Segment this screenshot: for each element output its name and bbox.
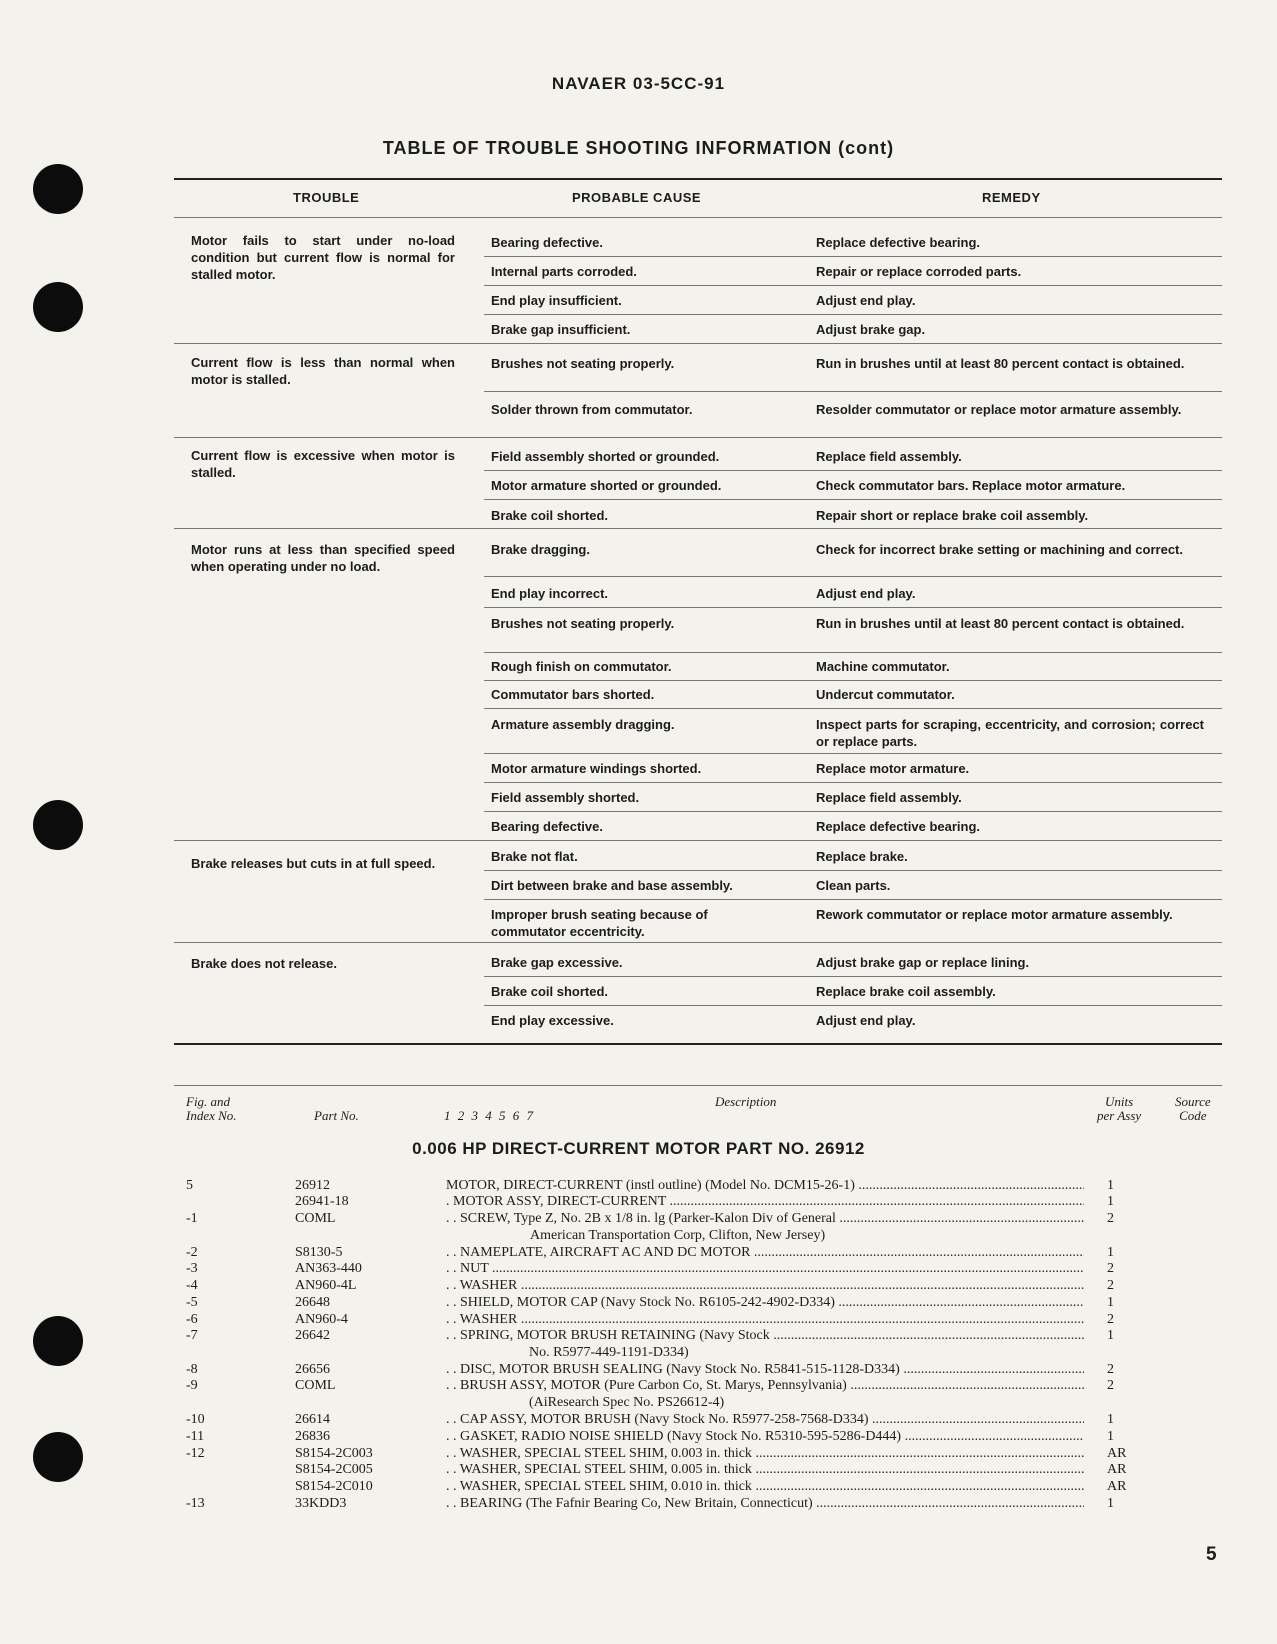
fig-index: -9 xyxy=(186,1378,198,1393)
fig-index: -10 xyxy=(186,1412,205,1427)
remedy-cell: Inspect parts for scraping, eccentricity, and corrosion; correct or replace parts. xyxy=(816,717,1204,749)
fig-index: -2 xyxy=(186,1245,198,1260)
part-number: COML xyxy=(295,1378,336,1393)
cause-cell: Motor armature shorted or grounded. xyxy=(491,478,722,493)
group-divider xyxy=(174,840,1222,841)
remedy-cell: Adjust end play. xyxy=(816,586,916,601)
table-row xyxy=(0,1277,1277,1294)
table-row-continuation xyxy=(0,1394,1277,1411)
parts-top-rule xyxy=(174,1085,1222,1086)
description: . . SPRING, MOTOR BRUSH RETAINING (Navy Stock ..... xyxy=(446,1327,1084,1344)
units-per-assy: AR xyxy=(1107,1479,1127,1494)
units-per-assy: 1 xyxy=(1107,1429,1114,1444)
row-divider xyxy=(484,753,1222,754)
parts-list-title: 0.006 HP DIRECT-CURRENT MOTOR PART NO. 26912 xyxy=(412,1139,865,1158)
cause-cell: Brake dragging. xyxy=(491,542,590,557)
remedy-header: REMEDY xyxy=(982,190,1041,205)
table-row xyxy=(0,1311,1277,1328)
header-line: Index No. xyxy=(186,1108,237,1123)
row-divider xyxy=(484,499,1222,500)
cause-cell: Bearing defective. xyxy=(491,819,603,834)
table-row xyxy=(0,1428,1277,1445)
header-line: Code xyxy=(1179,1108,1207,1123)
remedy-cell: Clean parts. xyxy=(816,878,891,893)
table-row xyxy=(0,1210,1277,1227)
table-row xyxy=(0,1177,1277,1194)
fig-index-header xyxy=(186,1095,237,1123)
remedy-cell: Repair short or replace brake coil assembly. xyxy=(816,508,1089,523)
description: American Transportation Corp, Clifton, New Jersey) xyxy=(530,1228,826,1243)
source-code-header xyxy=(1175,1095,1211,1123)
table-row xyxy=(0,1377,1277,1394)
binder-hole xyxy=(33,800,83,850)
part-number: S8154-2C003 xyxy=(295,1446,373,1461)
cause-cell: Armature assembly dragging. xyxy=(491,717,675,732)
fig-index: 5 xyxy=(186,1178,193,1193)
table-row xyxy=(0,1445,1277,1462)
description: . . WASHER ..... xyxy=(446,1277,1084,1294)
cause-cell: Brake coil shorted. xyxy=(491,984,609,999)
remedy-cell: Adjust brake gap or replace lining. xyxy=(816,955,1030,970)
group-divider xyxy=(174,528,1222,529)
cause-cell: Brushes not seating properly. xyxy=(491,356,675,371)
description: . . DISC, MOTOR BRUSH SEALING (Navy Stock No. R5841-515-1128-D334) ..... xyxy=(446,1361,1084,1378)
table-row-continuation xyxy=(0,1344,1277,1361)
table-row xyxy=(0,1461,1277,1478)
binder-hole xyxy=(33,164,83,214)
trouble-item: Brake releases but cuts in at full speed. xyxy=(191,856,436,871)
page-number: 5 xyxy=(1206,1544,1217,1565)
cause-cell: Brushes not seating properly. xyxy=(491,616,675,631)
header-line: Units xyxy=(1105,1094,1134,1109)
fig-index: -12 xyxy=(186,1446,205,1461)
header-divider xyxy=(174,217,1222,218)
fig-index: -8 xyxy=(186,1362,198,1377)
row-divider xyxy=(484,285,1222,286)
description: . . GASKET, RADIO NOISE SHIELD (Navy Stock No. R5310-595-5286-D444) ..... xyxy=(446,1428,1084,1445)
units-per-assy: AR xyxy=(1107,1446,1127,1461)
row-divider xyxy=(484,708,1222,709)
row-divider xyxy=(484,256,1222,257)
description: . . SHIELD, MOTOR CAP (Navy Stock No. R6105-242-4902-D334) ..... xyxy=(446,1294,1084,1311)
table-row xyxy=(0,1193,1277,1210)
row-divider xyxy=(484,576,1222,577)
part-number: S8130-5 xyxy=(295,1245,343,1260)
remedy-cell: Adjust end play. xyxy=(816,293,916,308)
trouble-item: Motor fails to start under no-load condition but current flow is normal for stalled motor. xyxy=(191,233,455,282)
remedy-cell: Machine commutator. xyxy=(816,659,950,674)
remedy-cell: Adjust brake gap. xyxy=(816,322,926,337)
remedy-cell: Replace brake. xyxy=(816,849,908,864)
trouble-item: Brake does not release. xyxy=(191,956,337,971)
part-number: AN960-4 xyxy=(295,1312,348,1327)
fig-index: -4 xyxy=(186,1278,198,1293)
group-divider xyxy=(174,437,1222,438)
cause-cell: Bearing defective. xyxy=(491,235,603,250)
remedy-cell: Run in brushes until at least 80 percent contact is obtained. xyxy=(816,356,1185,371)
units-per-assy: 1 xyxy=(1107,1328,1114,1343)
table-row xyxy=(0,1478,1277,1495)
table-row-continuation xyxy=(0,1227,1277,1244)
fig-index: -7 xyxy=(186,1328,198,1343)
header-line: Fig. and xyxy=(186,1094,231,1109)
units-per-assy: 2 xyxy=(1107,1362,1114,1377)
units-per-assy: 2 xyxy=(1107,1211,1114,1226)
row-divider xyxy=(484,652,1222,653)
cause-cell: Improper brush seating because of commutator eccentricity. xyxy=(491,907,708,939)
cause-cell: Brake coil shorted. xyxy=(491,508,609,523)
row-divider xyxy=(484,782,1222,783)
part-number: S8154-2C005 xyxy=(295,1462,373,1477)
units-per-assy: 2 xyxy=(1107,1278,1114,1293)
description: . MOTOR ASSY, DIRECT-CURRENT ..... xyxy=(446,1193,1084,1210)
part-number: S8154-2C010 xyxy=(295,1479,373,1494)
cause-cell: End play insufficient. xyxy=(491,293,622,308)
units-per-assy: AR xyxy=(1107,1462,1127,1477)
trouble-item: Motor runs at less than specified speed when operating under no load. xyxy=(191,542,455,574)
table-row xyxy=(0,1495,1277,1512)
description: . . WASHER ..... xyxy=(446,1311,1084,1328)
part-number: 33KDD3 xyxy=(295,1496,347,1511)
remedy-cell: Replace defective bearing. xyxy=(816,819,981,834)
table-row xyxy=(0,1294,1277,1311)
row-divider xyxy=(484,607,1222,608)
trouble-header: TROUBLE xyxy=(293,190,360,205)
description: MOTOR, DIRECT-CURRENT (instl outline) (Model No. DCM15-26-1) ..... xyxy=(446,1177,1084,1194)
cause-cell: End play incorrect. xyxy=(491,586,609,601)
cause-cell: Brake gap excessive. xyxy=(491,955,623,970)
row-divider xyxy=(484,870,1222,871)
description: . . BEARING (The Fafnir Bearing Co, New Britain, Connecticut) ..... xyxy=(446,1495,1084,1512)
part-number: AN363-440 xyxy=(295,1261,362,1276)
remedy-cell: Replace defective bearing. xyxy=(816,235,981,250)
description-header: Description xyxy=(715,1094,777,1109)
units-per-assy: 2 xyxy=(1107,1312,1114,1327)
header-line: Source xyxy=(1175,1094,1211,1109)
part-number: 26941-18 xyxy=(295,1194,349,1209)
description: . . SCREW, Type Z, No. 2B x 1/8 in. lg (Parker-Kalon Div of General ..... xyxy=(446,1210,1084,1227)
group-divider xyxy=(174,942,1222,943)
part-number: 26614 xyxy=(295,1412,330,1427)
units-per-assy: 1 xyxy=(1107,1194,1114,1209)
row-divider xyxy=(484,899,1222,900)
row-divider xyxy=(484,976,1222,977)
cause-cell: Brake gap insufficient. xyxy=(491,322,631,337)
cause-cell: Solder thrown from commutator. xyxy=(491,402,693,417)
units-per-assy: 1 xyxy=(1107,1245,1114,1260)
indent-levels-header: 1 2 3 4 5 6 7 xyxy=(444,1108,535,1123)
remedy-cell: Rework commutator or replace motor armature assembly. xyxy=(816,907,1173,922)
header-line: per Assy xyxy=(1097,1108,1142,1123)
table-row xyxy=(0,1244,1277,1261)
remedy-cell: Replace brake coil assembly. xyxy=(816,984,996,999)
remedy-cell: Resolder commutator or replace motor armature assembly. xyxy=(816,402,1182,417)
trouble-item: Current flow is less than normal when motor is stalled. xyxy=(191,355,455,387)
trouble-item: Current flow is excessive when motor is stalled. xyxy=(191,448,455,480)
fig-index: -13 xyxy=(186,1496,205,1511)
cause-cell: Rough finish on commutator. xyxy=(491,659,672,674)
top-rule xyxy=(174,178,1222,180)
cause-cell: Internal parts corroded. xyxy=(491,264,637,279)
units-per-assy: 1 xyxy=(1107,1412,1114,1427)
remedy-cell: Undercut commutator. xyxy=(816,687,955,702)
trouble-table-title: TABLE OF TROUBLE SHOOTING INFORMATION (cont) xyxy=(382,138,895,158)
group-divider xyxy=(174,343,1222,344)
fig-index: -1 xyxy=(186,1211,198,1226)
row-divider xyxy=(484,811,1222,812)
table-row xyxy=(0,1361,1277,1378)
description: . . CAP ASSY, MOTOR BRUSH (Navy Stock No. R5977-258-7568-D334) ..... xyxy=(446,1411,1084,1428)
fig-index: -6 xyxy=(186,1312,198,1327)
part-number: 26912 xyxy=(295,1178,330,1193)
part-number: AN960-4L xyxy=(295,1278,357,1293)
description: (AiResearch Spec No. PS26612-4) xyxy=(529,1395,725,1410)
cause-header: PROBABLE CAUSE xyxy=(572,190,702,205)
description: No. R5977-449-1191-D334) xyxy=(529,1345,689,1360)
remedy-cell: Check for incorrect brake setting or machining and correct. xyxy=(816,542,1183,557)
units-per-assy: 2 xyxy=(1107,1261,1114,1276)
binder-hole xyxy=(33,282,83,332)
fig-index: -11 xyxy=(186,1429,205,1444)
part-no-header: Part No. xyxy=(314,1108,359,1123)
units-per-assy: 1 xyxy=(1107,1295,1114,1310)
row-divider xyxy=(484,1005,1222,1006)
units-per-assy: 1 xyxy=(1107,1178,1114,1193)
fig-index: -5 xyxy=(186,1295,198,1310)
cause-cell: Field assembly shorted. xyxy=(491,790,640,805)
remedy-cell: Repair or replace corroded parts. xyxy=(816,264,1022,279)
units-per-assy: 2 xyxy=(1107,1378,1114,1393)
remedy-cell: Adjust end play. xyxy=(816,1013,916,1028)
table-row xyxy=(0,1411,1277,1428)
description: . . WASHER, SPECIAL STEEL SHIM, 0.005 in. thick ..... xyxy=(446,1461,1084,1478)
document-id: NAVAER 03-5CC-91 xyxy=(551,74,726,93)
units-per-assy: 1 xyxy=(1107,1496,1114,1511)
table-row xyxy=(0,1260,1277,1277)
part-number: 26836 xyxy=(295,1429,330,1444)
cause-cell: Dirt between brake and base assembly. xyxy=(491,878,733,893)
description: . . WASHER, SPECIAL STEEL SHIM, 0.003 in. thick ..... xyxy=(446,1445,1084,1462)
remedy-cell: Replace field assembly. xyxy=(816,449,962,464)
remedy-cell: Replace motor armature. xyxy=(816,761,970,776)
row-divider xyxy=(484,391,1222,392)
cause-cell: Commutator bars shorted. xyxy=(491,687,655,702)
remedy-cell: Run in brushes until at least 80 percent contact is obtained. xyxy=(816,616,1185,631)
part-number: COML xyxy=(295,1211,336,1226)
row-divider xyxy=(484,314,1222,315)
description: . . WASHER, SPECIAL STEEL SHIM, 0.010 in. thick ..... xyxy=(446,1478,1084,1495)
fig-index: -3 xyxy=(186,1261,198,1276)
cause-cell: Brake not flat. xyxy=(491,849,578,864)
units-header xyxy=(1097,1095,1141,1123)
table-row xyxy=(0,1327,1277,1344)
bottom-rule xyxy=(174,1043,1222,1045)
description: . . NUT ..... xyxy=(446,1260,1084,1277)
description: . . NAMEPLATE, AIRCRAFT AC AND DC MOTOR ..... xyxy=(446,1244,1084,1261)
part-number: 26642 xyxy=(295,1328,330,1343)
row-divider xyxy=(484,680,1222,681)
description: . . BRUSH ASSY, MOTOR (Pure Carbon Co, St. Marys, Pennsylvania) ..... xyxy=(446,1377,1084,1394)
row-divider xyxy=(484,470,1222,471)
part-number: 26648 xyxy=(295,1295,330,1310)
cause-cell: Motor armature windings shorted. xyxy=(491,761,702,776)
cause-cell: Field assembly shorted or grounded. xyxy=(491,449,720,464)
remedy-cell: Check commutator bars. Replace motor armature. xyxy=(816,478,1126,493)
part-number: 26656 xyxy=(295,1362,330,1377)
cause-cell: End play excessive. xyxy=(491,1013,614,1028)
remedy-cell: Replace field assembly. xyxy=(816,790,962,805)
